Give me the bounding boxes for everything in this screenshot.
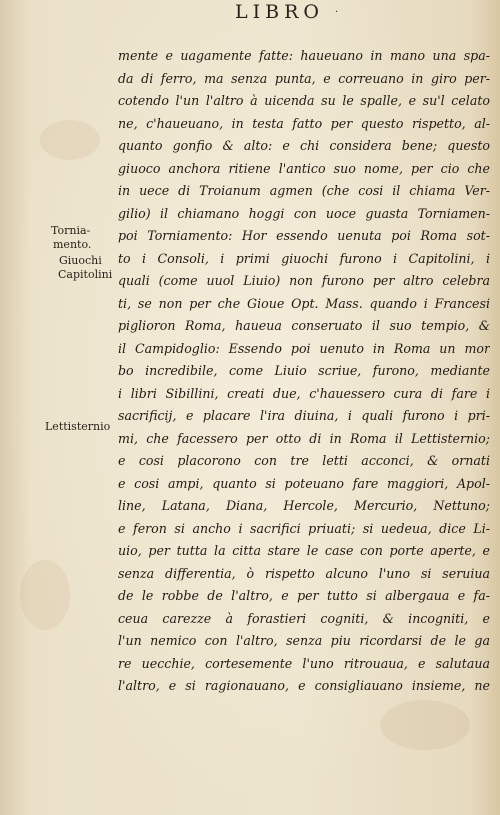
text-line: ne, c'haueuano, in testa fatto per questo rispetto, al- [118, 115, 490, 131]
text-line: poi Torniamento: Hor essendo uenuta poi Roma sot- [118, 228, 490, 243]
paper-stain [40, 120, 100, 160]
text-line: bo incredibile, come Liuio scriue, furono, mediante [118, 363, 490, 378]
text-line: sacrificij, e placare l'ira diuina, i quali furono i pri- [118, 408, 490, 423]
text-line: re uecchie, cortesemente l'uno ritrouaua, e salutaua [118, 655, 490, 671]
header-separator: · [335, 7, 344, 18]
text-line: il Campidoglio: Essendo poi uenuto in Roma un mor [118, 340, 490, 356]
margin-note-giuochi: Giuochi [59, 254, 102, 267]
header-title: LIBRO [235, 1, 324, 23]
paper-stain [380, 700, 470, 750]
text-line: e cosi ampi, quanto si poteuano fare maggiori, Apol- [118, 475, 490, 491]
text-line: line, Latana, Diana, Hercole, Mercurio, Nettuno; [118, 498, 490, 513]
text-line: i libri Sibillini, creati due, c'hauessero cura di fare i [118, 385, 490, 401]
text-line: mi, che facessero per otto di in Roma il Lettisternio; [118, 430, 490, 446]
text-line: in uece di Troianum agmen (che cosi il chiama Ver- [118, 183, 490, 198]
text-line: l'altro, e si ragionauano, e consigliauano insieme, ne [118, 678, 490, 693]
text-line: giuoco anchora ritiene l'antico suo nome, per cio che [118, 160, 490, 176]
text-line: uio, per tutta la citta stare le case con porte aperte, e [118, 543, 490, 558]
text-line: ceua carezze à forastieri cogniti, & incogniti, e [118, 610, 490, 626]
margin-note-mento: mento. [53, 238, 92, 251]
text-line: gilio) il chiamano hoggi con uoce guasta Torniamen- [118, 205, 490, 221]
body-text [118, 45, 490, 698]
text-line: de le robbe de l'altro, e per tutto si albergaua e fa- [118, 588, 490, 603]
text-line: e feron si ancho i sacrifici priuati; si uedeua, dice Li- [118, 520, 490, 536]
text-line: mente e uagamente fatte: haueuano in mano una spa- [118, 48, 490, 63]
text-line: ti, se non per che Gioue Opt. Mass. quando i Francesi [118, 295, 490, 311]
text-line: quanto gonfio & alto: e chi considera bene; questo [118, 138, 490, 153]
margin-note-lettisternio: Lettisternio [45, 420, 111, 433]
text-line: da di ferro, ma senza punta, e correuano in giro per- [118, 70, 490, 86]
margin-note-tornia: Tornia- [51, 224, 91, 237]
margin-note-capitolini: Capitolini [58, 268, 113, 281]
text-line: senza differentia, ò rispetto alcuno l'uno si seruiua [118, 565, 490, 581]
text-line: to i Consoli, i primi giuochi furono i Capitolini, i [118, 250, 490, 266]
paper-stain [20, 560, 70, 630]
text-line: l'un nemico con l'altro, senza piu ricordarsi de le ga [118, 633, 490, 648]
text-line: e cosi placorono con tre letti acconci, & ornati [118, 453, 490, 468]
text-line: quali (come uuol Liuio) non furono per altro celebra [118, 273, 490, 288]
text-line: cotendo l'un l'altro à uicenda su le spalle, e su'l celato [118, 93, 490, 108]
text-line: piglioron Roma, haueua conseruato il suo tempio, & [118, 318, 490, 333]
